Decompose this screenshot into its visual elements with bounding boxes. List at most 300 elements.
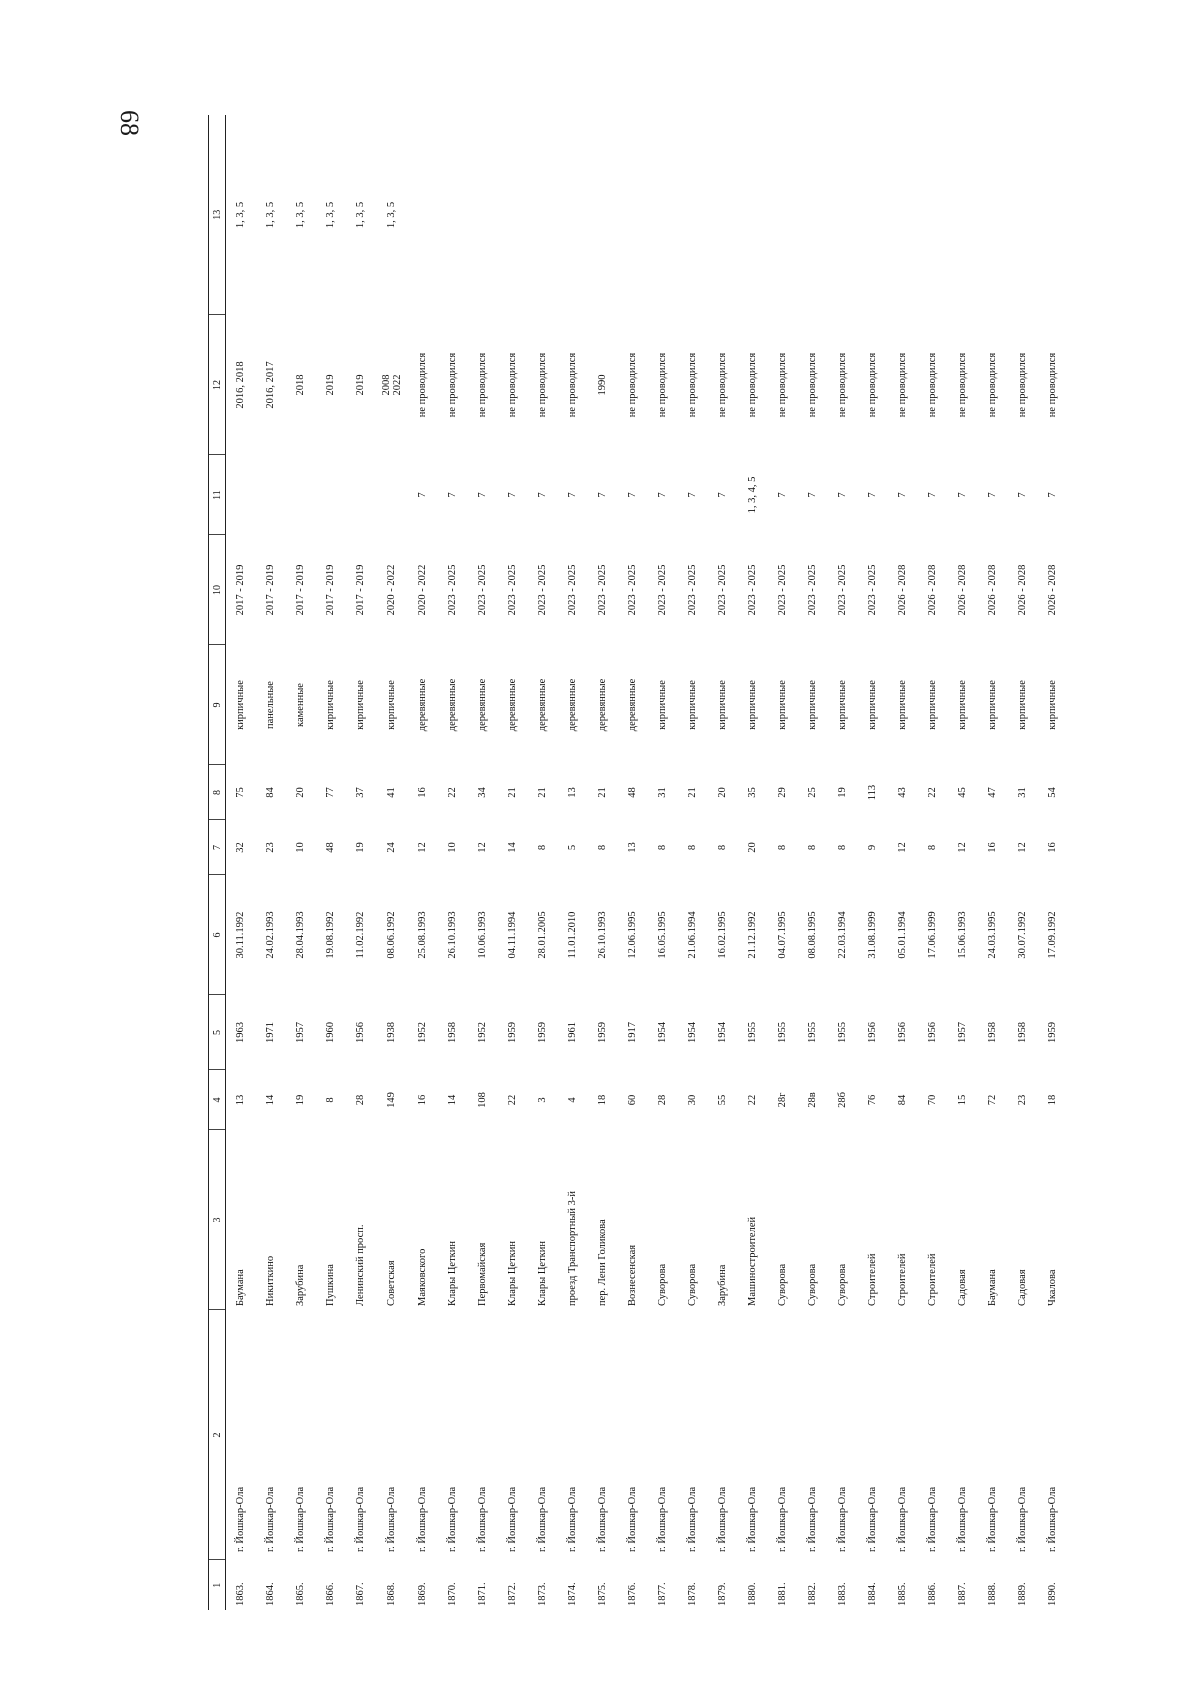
date-text: 12.06.1995 xyxy=(627,911,638,959)
wall-material-text: кирпичные xyxy=(1017,680,1028,730)
wall-material-text: деревянные xyxy=(507,678,518,732)
cell-year-built xyxy=(1038,995,1068,1070)
cell-date xyxy=(588,875,618,995)
column-12-text: не проводился xyxy=(987,352,998,418)
column-7-text: 13 xyxy=(627,842,638,853)
cell-city xyxy=(918,1310,948,1560)
date-text: 10.06.1993 xyxy=(477,911,488,959)
cell-date xyxy=(1008,875,1038,995)
cell-column-12 xyxy=(376,315,408,455)
cell-column-11 xyxy=(708,455,738,535)
year-built-text: 1955 xyxy=(747,1022,758,1043)
cell-period xyxy=(316,535,346,645)
cell-column-13 xyxy=(226,115,256,315)
cell-column-11 xyxy=(798,455,828,535)
city-text: г. Йошкар-Ола xyxy=(386,1486,397,1552)
cell-period xyxy=(798,535,828,645)
cell-date xyxy=(226,875,256,995)
date-text: 11.01.2010 xyxy=(567,911,578,959)
period-text: 2023 - 2025 xyxy=(777,564,788,616)
cell-year-built xyxy=(498,995,528,1070)
column-header-3: 3 xyxy=(209,1130,226,1310)
year-built-text: 1956 xyxy=(897,1022,908,1043)
column-7-text: 9 xyxy=(867,844,878,851)
cell-year-built xyxy=(376,995,408,1070)
cell-date xyxy=(408,875,438,995)
cell-house-number xyxy=(678,1070,708,1130)
cell-column-13 xyxy=(438,115,468,315)
period-text: 2026 - 2028 xyxy=(1047,564,1058,616)
house-number-text: 55 xyxy=(717,1094,728,1106)
cell-row-number xyxy=(558,1560,588,1610)
city-text: г. Йошкар-Ола xyxy=(777,1486,788,1552)
table-row xyxy=(376,115,408,1610)
cell-city xyxy=(468,1310,498,1560)
cell-period xyxy=(858,535,888,645)
table-row xyxy=(798,115,828,1610)
column-11-text: 7 xyxy=(687,492,698,498)
year-built-text: 1956 xyxy=(867,1022,878,1043)
cell-wall-material xyxy=(678,645,708,765)
column-7-text: 12 xyxy=(477,842,488,853)
column-7-text: 12 xyxy=(897,842,908,853)
cell-year-built xyxy=(408,995,438,1070)
cell-column-7 xyxy=(678,820,708,875)
cell-date xyxy=(316,875,346,995)
table-row xyxy=(528,115,558,1610)
cell-column-11 xyxy=(738,455,768,535)
year-built-text: 1955 xyxy=(777,1022,788,1043)
cell-column-7 xyxy=(558,820,588,875)
wall-material-text: кирпичные xyxy=(717,680,728,730)
period-text: 2026 - 2028 xyxy=(957,564,968,616)
period-text: 2023 - 2025 xyxy=(867,564,878,616)
city-text: г. Йошкар-Ола xyxy=(1047,1486,1058,1552)
cell-column-8 xyxy=(498,765,528,820)
cell-period xyxy=(648,535,678,645)
cell-column-7 xyxy=(438,820,468,875)
column-8-text: 48 xyxy=(627,787,638,798)
cell-column-12 xyxy=(858,315,888,455)
table-row xyxy=(558,115,588,1610)
cell-date xyxy=(376,875,408,995)
cell-column-11 xyxy=(948,455,978,535)
cell-city xyxy=(256,1310,286,1560)
cell-column-12 xyxy=(648,315,678,455)
row-number-text: 1885. xyxy=(897,1582,908,1606)
cell-column-12 xyxy=(618,315,648,455)
cell-year-built xyxy=(528,995,558,1070)
cell-year-built xyxy=(588,995,618,1070)
cell-wall-material xyxy=(438,645,468,765)
house-number-text: 18 xyxy=(1047,1094,1058,1106)
cell-row-number xyxy=(528,1560,558,1610)
cell-column-8 xyxy=(528,765,558,820)
cell-column-13 xyxy=(528,115,558,315)
date-text: 21.12.1992 xyxy=(747,911,758,959)
cell-year-built xyxy=(618,995,648,1070)
column-8-text: 29 xyxy=(777,787,788,798)
row-number-text: 1883. xyxy=(837,1582,848,1606)
cell-street xyxy=(978,1130,1008,1310)
cell-city xyxy=(438,1310,468,1560)
column-7-text: 12 xyxy=(417,842,428,853)
column-8-text: 34 xyxy=(477,787,488,798)
date-text: 16.05.1995 xyxy=(657,911,668,959)
cell-column-7 xyxy=(528,820,558,875)
column-7-text: 8 xyxy=(837,844,848,851)
cell-column-13 xyxy=(798,115,828,315)
cell-year-built xyxy=(648,995,678,1070)
column-7-text: 10 xyxy=(447,842,458,853)
column-13-text: 1, 3, 5 xyxy=(325,201,336,229)
cell-city xyxy=(948,1310,978,1560)
cell-date xyxy=(858,875,888,995)
row-number-text: 1873. xyxy=(537,1582,548,1606)
cell-date xyxy=(498,875,528,995)
year-built-text: 1971 xyxy=(265,1022,276,1043)
cell-column-13 xyxy=(948,115,978,315)
cell-year-built xyxy=(768,995,798,1070)
year-built-text: 1958 xyxy=(447,1022,458,1043)
cell-wall-material xyxy=(286,645,316,765)
cell-column-12 xyxy=(768,315,798,455)
table-body xyxy=(226,115,1068,1610)
year-built-text: 1956 xyxy=(355,1022,366,1043)
period-text: 2026 - 2028 xyxy=(987,564,998,616)
house-number-text: 4 xyxy=(567,1097,578,1103)
column-12-text: не проводился xyxy=(807,352,818,418)
period-text: 2023 - 2025 xyxy=(657,564,668,616)
cell-house-number xyxy=(738,1070,768,1130)
cell-period xyxy=(918,535,948,645)
street-text: Клары Цеткин xyxy=(537,1240,548,1306)
city-text: г. Йошкар-Ола xyxy=(747,1486,758,1552)
cell-period xyxy=(256,535,286,645)
table-row xyxy=(316,115,346,1610)
street-text: Суворова xyxy=(837,1263,848,1306)
column-8-text: 41 xyxy=(386,787,397,798)
street-text: Суворова xyxy=(807,1263,818,1306)
cell-street xyxy=(768,1130,798,1310)
cell-wall-material xyxy=(978,645,1008,765)
cell-city xyxy=(888,1310,918,1560)
cell-house-number xyxy=(798,1070,828,1130)
cell-date xyxy=(888,875,918,995)
house-number-text: 84 xyxy=(897,1094,908,1106)
cell-street xyxy=(618,1130,648,1310)
table-row xyxy=(828,115,858,1610)
table-row xyxy=(738,115,768,1610)
table-row xyxy=(346,115,376,1610)
cell-date xyxy=(798,875,828,995)
cell-column-12 xyxy=(1008,315,1038,455)
cell-street xyxy=(498,1130,528,1310)
cell-street xyxy=(528,1130,558,1310)
wall-material-text: кирпичные xyxy=(325,680,336,730)
year-built-text: 1960 xyxy=(325,1022,336,1043)
cell-column-12 xyxy=(256,315,286,455)
cell-row-number xyxy=(588,1560,618,1610)
year-built-text: 1963 xyxy=(235,1022,247,1043)
column-header-4: 4 xyxy=(209,1070,226,1130)
cell-column-13 xyxy=(256,115,286,315)
cell-house-number xyxy=(316,1070,346,1130)
cell-row-number xyxy=(1008,1560,1038,1610)
wall-material-text: деревянные xyxy=(447,678,458,732)
cell-column-7 xyxy=(858,820,888,875)
cell-year-built xyxy=(286,995,316,1070)
column-7-text: 14 xyxy=(507,842,518,853)
cell-column-12 xyxy=(828,315,858,455)
column-8-text: 20 xyxy=(717,787,728,798)
period-text: 2023 - 2025 xyxy=(837,564,848,616)
cell-row-number xyxy=(256,1560,286,1610)
column-12-text: не проводился xyxy=(747,352,758,418)
cell-column-12 xyxy=(678,315,708,455)
cell-period xyxy=(708,535,738,645)
cell-wall-material xyxy=(738,645,768,765)
street-text: Машиностроителей xyxy=(747,1216,758,1306)
cell-house-number xyxy=(918,1070,948,1130)
column-8-text: 25 xyxy=(807,787,818,798)
period-text: 2017 - 2019 xyxy=(355,564,366,616)
cell-house-number xyxy=(286,1070,316,1130)
wall-material-text: кирпичные xyxy=(235,680,247,730)
period-text: 2026 - 2028 xyxy=(897,564,908,616)
cell-column-13 xyxy=(708,115,738,315)
cell-row-number xyxy=(346,1560,376,1610)
cell-period xyxy=(438,535,468,645)
city-text: г. Йошкар-Ола xyxy=(867,1486,878,1552)
city-text: г. Йошкар-Ола xyxy=(807,1486,818,1552)
cell-column-12 xyxy=(316,315,346,455)
house-number-text: 22 xyxy=(747,1094,758,1106)
column-7-text: 5 xyxy=(567,844,578,851)
column-8-text: 21 xyxy=(687,787,698,798)
row-number-text: 1886. xyxy=(927,1582,938,1606)
cell-row-number xyxy=(226,1560,256,1610)
wall-material-text: деревянные xyxy=(537,678,548,732)
cell-city xyxy=(978,1310,1008,1560)
cell-street xyxy=(408,1130,438,1310)
cell-wall-material xyxy=(376,645,408,765)
city-text: г. Йошкар-Ола xyxy=(477,1486,488,1552)
cell-wall-material xyxy=(468,645,498,765)
year-built-text: 1954 xyxy=(717,1022,728,1043)
cell-period xyxy=(528,535,558,645)
period-text: 2023 - 2025 xyxy=(627,564,638,616)
cell-city xyxy=(528,1310,558,1560)
date-text: 17.06.1999 xyxy=(927,911,938,959)
cell-year-built xyxy=(558,995,588,1070)
cell-period xyxy=(286,535,316,645)
house-number-text: 60 xyxy=(627,1094,638,1106)
column-13-text: 1, 3, 5 xyxy=(295,201,306,229)
cell-city xyxy=(708,1310,738,1560)
year-built-text: 1961 xyxy=(567,1022,578,1043)
column-12-text: не проводился xyxy=(1017,352,1028,418)
column-7-text: 48 xyxy=(325,842,336,853)
city-text: г. Йошкар-Ола xyxy=(957,1486,968,1552)
cell-period xyxy=(1038,535,1068,645)
date-text: 08.06.1992 xyxy=(386,911,397,959)
street-text: Строителей xyxy=(897,1253,908,1306)
cell-date xyxy=(978,875,1008,995)
row-number-text: 1889. xyxy=(1017,1582,1028,1606)
cell-year-built xyxy=(858,995,888,1070)
column-11-text: 7 xyxy=(1047,492,1058,498)
column-header-12: 12 xyxy=(209,315,226,455)
row-number-text: 1866. xyxy=(325,1582,336,1606)
cell-column-12 xyxy=(468,315,498,455)
year-built-text: 1952 xyxy=(417,1022,428,1043)
period-text: 2017 - 2019 xyxy=(295,564,306,616)
wall-material-text: кирпичные xyxy=(657,680,668,730)
cell-column-11 xyxy=(1008,455,1038,535)
cell-column-12 xyxy=(948,315,978,455)
cell-period xyxy=(978,535,1008,645)
cell-column-13 xyxy=(376,115,408,315)
cell-column-8 xyxy=(828,765,858,820)
cell-column-7 xyxy=(948,820,978,875)
column-8-text: 21 xyxy=(597,787,608,798)
row-number-text: 1888. xyxy=(987,1582,998,1606)
cell-date xyxy=(948,875,978,995)
table-row xyxy=(438,115,468,1610)
date-text: 24.03.1995 xyxy=(987,911,998,959)
street-text: Клары Цеткин xyxy=(507,1240,518,1306)
cell-date xyxy=(1038,875,1068,995)
street-text: Маяковского xyxy=(417,1248,428,1306)
cell-year-built xyxy=(346,995,376,1070)
cell-column-12 xyxy=(708,315,738,455)
cell-column-7 xyxy=(768,820,798,875)
cell-date xyxy=(768,875,798,995)
column-12-text: 2019 xyxy=(325,374,336,396)
cell-column-12 xyxy=(528,315,558,455)
wall-material-text: деревянные xyxy=(567,678,578,732)
table-row xyxy=(226,115,256,1610)
period-text: 2017 - 2019 xyxy=(325,564,336,616)
street-text: Суворова xyxy=(777,1263,788,1306)
cell-column-8 xyxy=(858,765,888,820)
cell-column-8 xyxy=(618,765,648,820)
column-11-text: 7 xyxy=(987,492,998,498)
cell-column-13 xyxy=(286,115,316,315)
date-text: 04.11.1994 xyxy=(507,911,518,959)
street-text: проезд Транспортный 3-й xyxy=(567,1190,578,1306)
period-text: 2023 - 2025 xyxy=(507,564,518,616)
column-7-text: 8 xyxy=(777,844,788,851)
cell-column-13 xyxy=(408,115,438,315)
cell-house-number xyxy=(768,1070,798,1130)
table-row xyxy=(1038,115,1068,1610)
cell-period xyxy=(678,535,708,645)
cell-column-13 xyxy=(648,115,678,315)
table-row xyxy=(256,115,286,1610)
period-text: 2017 - 2019 xyxy=(265,564,276,616)
column-8-text: 75 xyxy=(235,787,247,798)
cell-column-12 xyxy=(438,315,468,455)
cell-house-number xyxy=(648,1070,678,1130)
cell-city xyxy=(1038,1310,1068,1560)
cell-wall-material xyxy=(648,645,678,765)
period-text: 2023 - 2025 xyxy=(597,564,608,616)
column-12-text: не проводился xyxy=(927,352,938,418)
table-row xyxy=(618,115,648,1610)
city-text: г. Йошкар-Ола xyxy=(417,1486,428,1552)
column-8-text: 77 xyxy=(325,787,336,798)
cell-street xyxy=(678,1130,708,1310)
cell-year-built xyxy=(888,995,918,1070)
cell-column-7 xyxy=(376,820,408,875)
row-number-text: 1880. xyxy=(747,1582,758,1606)
cell-street xyxy=(918,1130,948,1310)
wall-material-text: деревянные xyxy=(417,678,428,732)
cell-street xyxy=(226,1130,256,1310)
table-row xyxy=(918,115,948,1610)
date-text: 31.08.1999 xyxy=(867,911,878,959)
cell-date xyxy=(346,875,376,995)
table-row xyxy=(286,115,316,1610)
row-number-text: 1872. xyxy=(507,1582,518,1606)
cell-city xyxy=(498,1310,528,1560)
cell-column-13 xyxy=(1008,115,1038,315)
cell-column-11 xyxy=(618,455,648,535)
cell-row-number xyxy=(1038,1560,1068,1610)
date-text: 08.08.1995 xyxy=(807,911,818,959)
cell-column-7 xyxy=(286,820,316,875)
cell-row-number xyxy=(408,1560,438,1610)
column-7-text: 12 xyxy=(957,842,968,853)
cell-city xyxy=(408,1310,438,1560)
column-header-6: 6 xyxy=(209,875,226,995)
street-text: Суворова xyxy=(657,1263,668,1306)
cell-period xyxy=(768,535,798,645)
cell-period xyxy=(888,535,918,645)
row-number-text: 1890. xyxy=(1047,1582,1058,1606)
cell-house-number xyxy=(226,1070,256,1130)
cell-column-8 xyxy=(558,765,588,820)
column-7-text: 16 xyxy=(1047,842,1058,853)
cell-column-7 xyxy=(498,820,528,875)
date-text: 28.01.2005 xyxy=(537,911,548,959)
cell-street xyxy=(1038,1130,1068,1310)
cell-row-number xyxy=(978,1560,1008,1610)
column-12-text: 1990 xyxy=(597,374,608,396)
period-text: 2026 - 2028 xyxy=(1017,564,1028,616)
column-12-text: не проводился xyxy=(507,352,518,418)
cell-date xyxy=(618,875,648,995)
cell-period xyxy=(468,535,498,645)
year-built-text: 1952 xyxy=(477,1022,488,1043)
street-text: Пушкина xyxy=(325,1264,336,1306)
cell-wall-material xyxy=(558,645,588,765)
rotated-table-container xyxy=(208,115,1058,1610)
cell-column-8 xyxy=(286,765,316,820)
cell-year-built xyxy=(468,995,498,1070)
column-11-text: 7 xyxy=(477,492,488,498)
city-text: г. Йошкар-Ола xyxy=(537,1486,548,1552)
cell-wall-material xyxy=(346,645,376,765)
date-text: 26.10.1993 xyxy=(597,911,608,959)
wall-material-text: кирпичные xyxy=(747,680,758,730)
column-8-text: 22 xyxy=(447,787,458,798)
table-header-row xyxy=(209,115,226,1610)
cell-city xyxy=(828,1310,858,1560)
city-text: г. Йошкар-Ола xyxy=(927,1486,938,1552)
